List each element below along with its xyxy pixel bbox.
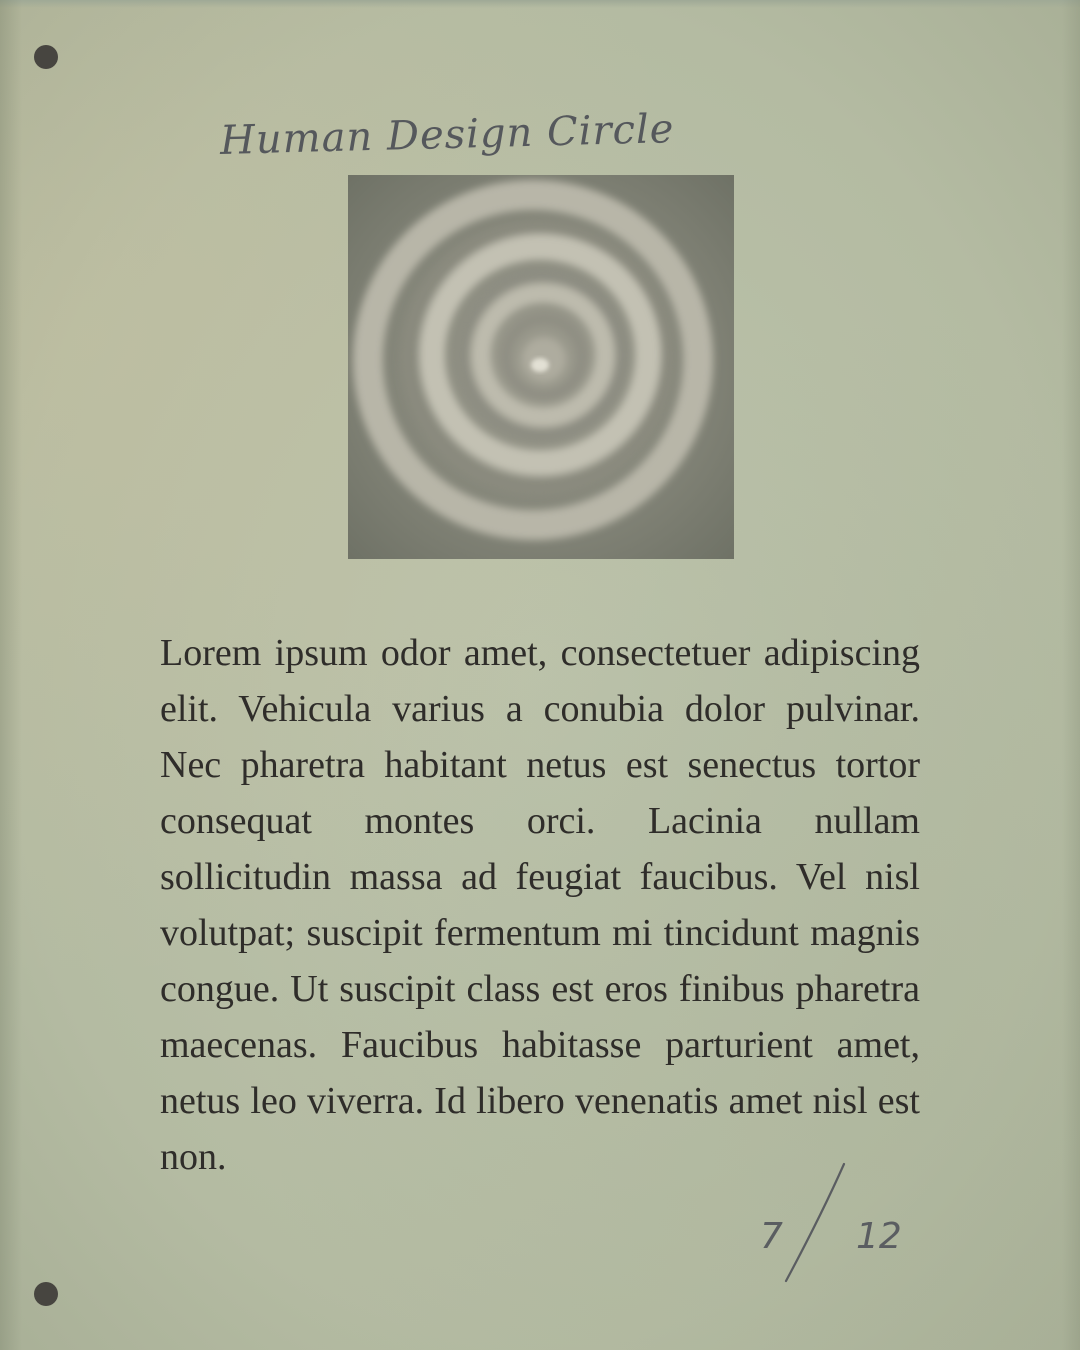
paper-right-edge bbox=[1062, 0, 1080, 1350]
binder-hole-top bbox=[34, 45, 58, 69]
page-number-slash bbox=[780, 1160, 850, 1285]
paper-top-edge bbox=[0, 0, 1080, 8]
handwritten-title: Human Design Circle bbox=[219, 106, 675, 164]
body-paragraph: Lorem ipsum odor amet, consectetuer adipiscing elit. Vehicula varius a conubia dolor pulvinar. Nec pharetra habitant netus est senectus tortor consequat montes orci. Lacinia nullam sollicitudin massa ad feugiat faucibus. Vel nisl volutpat; suscipit fermentum mi tincidunt magnis congue. Ut suscipit class est eros finibus pharetra maecenas. Faucibus habitasse parturient amet, netus leo viverra. Id libero venenatis amet nisl est non. bbox=[160, 632, 920, 1178]
page-number-current: 7 bbox=[760, 1216, 783, 1257]
binder-hole-bottom bbox=[34, 1282, 58, 1306]
page-number-total: 12 bbox=[856, 1216, 902, 1257]
spiral-photo bbox=[348, 175, 734, 559]
paper-left-edge bbox=[0, 0, 22, 1350]
